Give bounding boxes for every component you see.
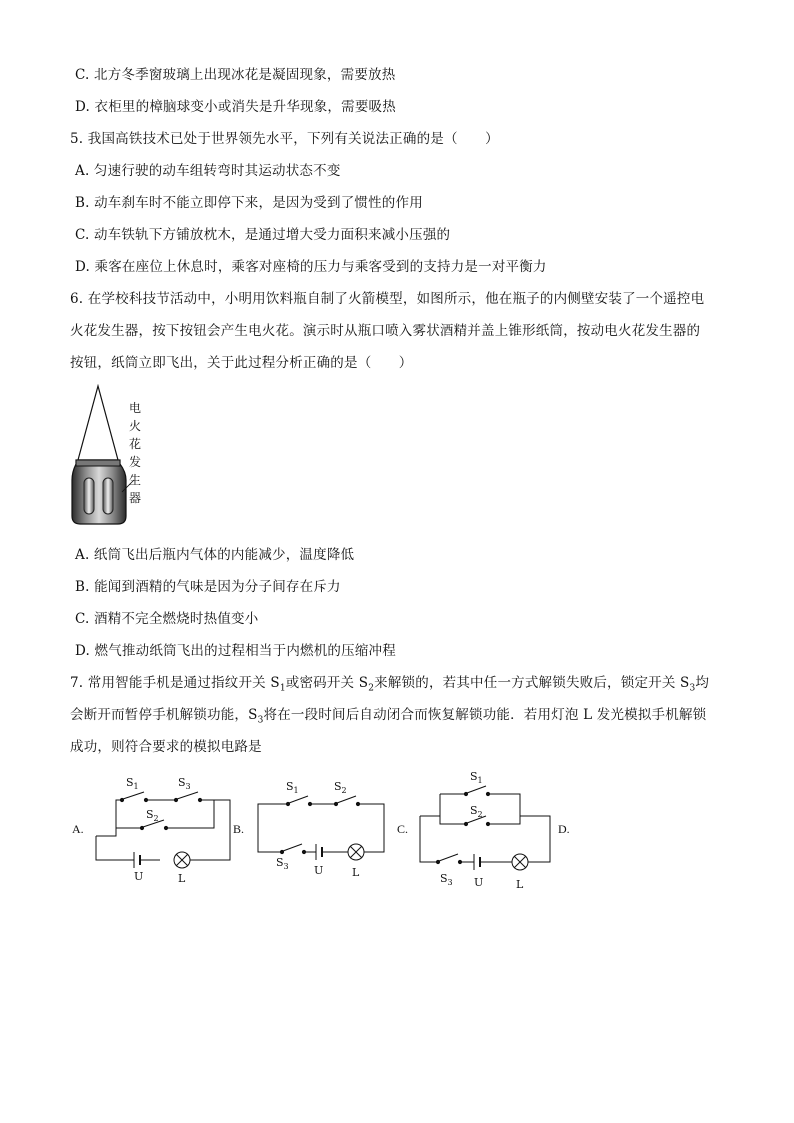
q7-text: 7. 常用智能手机是通过指纹开关 S <box>70 675 280 691</box>
circuit-option-d-label: D. <box>558 822 570 836</box>
q6-option-c: C. 酒精不完全燃烧时热值变小 <box>75 611 259 627</box>
circuit-option-b-label: B. <box>233 822 245 836</box>
switch-s1-blade <box>289 796 308 803</box>
spark-label-char-3: 花 <box>128 437 141 451</box>
subscript: 1 <box>279 683 286 694</box>
subscript: 3 <box>689 683 696 694</box>
label-l: L <box>352 866 360 879</box>
q6-stem-line-1: 6. 在学校科技节活动中，小明用饮料瓶自制了火箭模型，如图所示，他在瓶子的内侧壁安装了一个遥控电 <box>70 291 705 307</box>
switch-s1-blade <box>123 792 144 799</box>
label-s1: $S_1$ <box>126 776 139 791</box>
circuit-a <box>96 792 230 868</box>
q4-option-c: C. 北方冬季窗玻璃上出现冰花是凝固现象，需要放热 <box>75 67 396 83</box>
q5-option-d: D. 乘客在座位上休息时，乘客对座椅的压力与乘客受到的支持力是一对平衡力 <box>75 259 547 275</box>
q6-stem-line-3: 按钮，纸筒立即飞出，关于此过程分析正确的是（ ） <box>70 355 413 371</box>
label-s3: $S_3$ <box>440 872 453 887</box>
label-s1: $S_1$ <box>286 780 299 795</box>
q7-stem-line-1 <box>70 674 709 698</box>
label-u: U <box>134 870 144 883</box>
label-s1: $S_1$ <box>470 770 483 785</box>
rocket-bottle-figure <box>66 384 156 530</box>
q7-stem-line-2 <box>70 706 706 730</box>
q7-stem-line-3: 成功，则符合要求的模拟电路是 <box>70 739 262 755</box>
label-l: L <box>178 872 186 885</box>
label-u: U <box>474 876 484 889</box>
label-s2: $S_2$ <box>334 780 347 795</box>
q5-option-c: C. 动车铁轨下方铺放枕木，是通过增大受力面积来减小压强的 <box>75 227 451 243</box>
label-s3: $S_3$ <box>178 776 191 791</box>
label-s3: $S_3$ <box>276 856 289 871</box>
q7-text: 会断开而暂停手机解锁功能，S <box>70 707 258 723</box>
spark-label-char-5: 生 <box>128 473 141 487</box>
q7-text: 均 <box>695 675 710 691</box>
q5-option-a: A. 匀速行驶的动车组转弯时其运动状态不变 <box>75 163 341 179</box>
switch-s3-blade <box>283 844 302 851</box>
q6-stem-line-2: 火花发生器，按下按钮会产生电火花。演示时从瓶口喷入雾状酒精并盖上锥形纸筒，按动电火花发生器的 <box>70 323 701 339</box>
label-l: L <box>516 878 524 891</box>
circuit-option-a-label: A. <box>72 822 84 836</box>
spark-label-char-4: 发 <box>128 455 141 469</box>
bottle-body <box>72 460 126 524</box>
switch-s1-blade <box>467 786 486 793</box>
switch-s3-blade <box>439 854 458 861</box>
q7-text: 或密码开关 S <box>285 675 369 691</box>
circuit-b <box>258 796 384 860</box>
spark-label-char-2: 火 <box>128 419 141 433</box>
switch-s2-blade <box>337 796 356 803</box>
bottle-window-left <box>84 478 94 514</box>
switch-s2-blade <box>467 816 486 823</box>
circuit-c <box>420 786 550 870</box>
subscript: 2 <box>368 683 375 694</box>
subscript: 3 <box>257 715 264 726</box>
paper-cone <box>78 386 118 460</box>
spark-label-char-1: 电 <box>128 401 141 415</box>
q4-option-d: D. 衣柜里的樟脑球变小或消失是升华现象，需要吸热 <box>75 99 396 115</box>
circuits-figure <box>90 764 560 894</box>
q6-option-a: A. 纸筒飞出后瓶内气体的内能减少，温度降低 <box>75 547 355 563</box>
q6-option-b: B. 能闻到酒精的气味是因为分子间存在斥力 <box>75 579 341 595</box>
q7-text: 来解锁的，若其中任一方式解锁失败后，锁定开关 S <box>374 675 690 691</box>
bottle-window-right <box>103 478 113 514</box>
q6-option-d: D. 燃气推动纸筒飞出的过程相当于内燃机的压缩冲程 <box>75 643 396 659</box>
q5-stem: 5. 我国高铁技术已处于世界领先水平，下列有关说法正确的是（ ） <box>70 131 499 147</box>
switch-s3-blade <box>177 792 198 799</box>
label-s2: $S_2$ <box>146 808 159 823</box>
label-u: U <box>314 864 324 877</box>
spark-label-char-6: 器 <box>128 491 141 505</box>
label-s2: $S_2$ <box>470 804 483 819</box>
q5-option-b: B. 动车刹车时不能立即停下来，是因为受到了惯性的作用 <box>75 195 423 211</box>
q7-text: 将在一段时间后自动闭合而恢复解锁功能．若用灯泡 L 发光模拟手机解锁 <box>263 707 707 723</box>
circuit-option-c-label: C. <box>397 822 409 836</box>
